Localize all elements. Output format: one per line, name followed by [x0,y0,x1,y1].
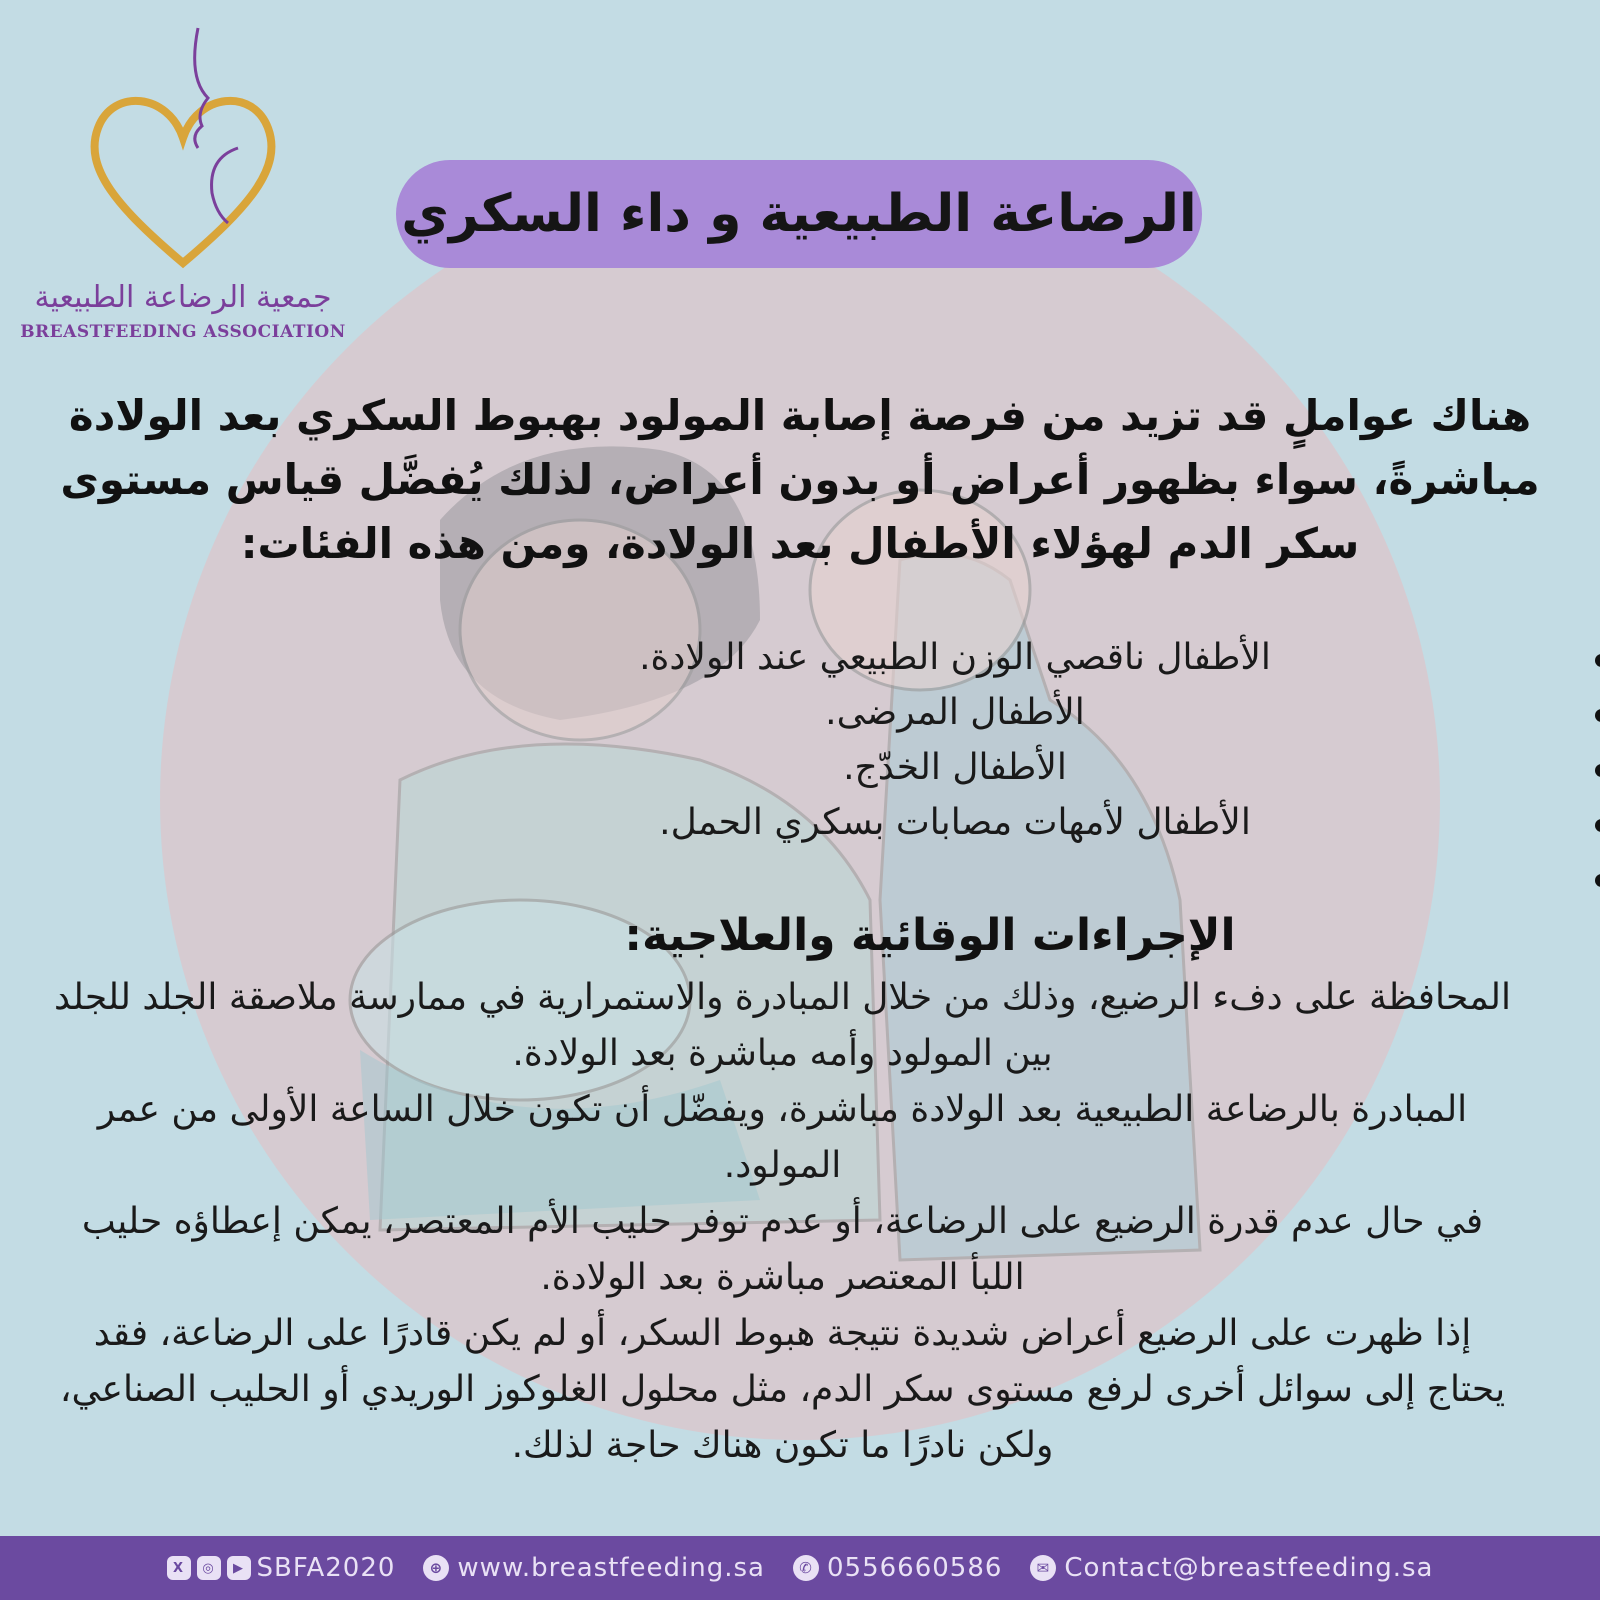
social-handle[interactable] [167,1553,396,1583]
title-banner [396,160,1202,268]
list-item: الأطفال المرضى. [400,685,1510,740]
contact-footer [0,1536,1600,1600]
association-logo [18,18,348,348]
list-item: المحافظة على دفء الرضيع، وذلك من خلال المبادرة والاستمرارية في ممارسة ملاصقة الجلد للجلد بين المولود وأمه مباشرة بعد الولادة. [54,977,1511,1074]
list-item: الأطفال لأمهات مصابات بسكري الحمل. [400,795,1510,850]
measures-list [50,970,1515,1474]
heart-profile-icon [78,18,288,278]
email-link[interactable] [1030,1553,1433,1583]
instagram-icon[interactable]: ◎ [197,1556,221,1580]
mail-icon: ✉ [1030,1555,1056,1581]
email-text[interactable]: Contact@breastfeeding.sa [1064,1553,1434,1583]
intro-paragraph: هناك عواملٍ قد تزيد من فرصة إصابة المولود بهبوط السكري بعد الولادة مباشرةً، سواء بظهور أعراض أو بدون أعراض، لذلك يُفضَّل قياس مستوى سكر الدم لهؤلاء الأطفال بعد الولادة، ومن هذه الفئات: [60,391,1540,568]
risk-groups-list [400,630,1510,905]
measures-heading: الإجراءات الوقائية والعلاجية: [624,910,1236,961]
list-item: في حال عدم قدرة الرضيع على الرضاعة، أو عدم توفر حليب الأم المعتصر، يمكن إعطاؤه حليب اللبأ المعتصر مباشرة بعد الولادة. [81,1201,1484,1298]
list-item: الأطفال ناقصي الوزن الطبيعي عند الولادة. [400,630,1510,685]
list-item: الأطفال الخدّج. [400,740,1510,795]
handle-text[interactable]: SBFA2020 [256,1553,396,1583]
list-item [400,850,1510,905]
website-link[interactable] [423,1553,765,1583]
phone-link[interactable] [793,1553,1002,1583]
globe-icon: ⊕ [423,1555,449,1581]
list-item: إذا ظهرت على الرضيع أعراض شديدة نتيجة هبوط السكر، أو لم يكن قادرًا على الرضاعة، فقد يحتاج إلى سوائل أخرى لرفع مستوى سكر الدم، مثل محلول الغلوكوز الوريدي أو الحليب الصناعي، ولكن نادرًا ما تكون هناك حاجة لذلك. [59,1313,1506,1466]
whatsapp-icon: ✆ [793,1555,819,1581]
page-title: الرضاعة الطبيعية و داء السكري [401,184,1197,244]
logo-arabic-name: جمعية الرضاعة الطبيعية [34,280,332,315]
website-text[interactable]: www.breastfeeding.sa [457,1553,765,1583]
youtube-icon[interactable]: ▶ [227,1556,251,1580]
x-icon[interactable]: X [167,1556,191,1580]
phone-text[interactable]: 0556660586 [826,1553,1003,1583]
logo-english-name: BREASTFEEDING ASSOCIATION [20,322,346,342]
list-item: المبادرة بالرضاعة الطبيعية بعد الولادة مباشرة، ويفضّل أن تكون خلال الساعة الأولى من عمر المولود. [97,1089,1468,1186]
